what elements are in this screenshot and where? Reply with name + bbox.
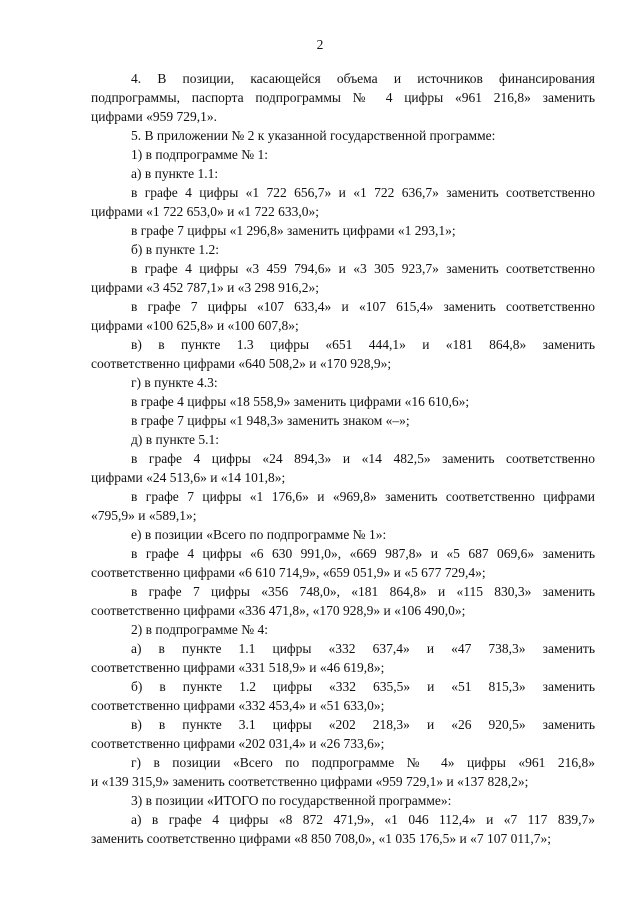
text-line: е) в позиции «Всего по подпрограмме № 1»: — [131, 527, 387, 542]
text-line: заменить соответственно цифрами «8 850 708,0», «1 035 176,5» и «7 107 011,7»; — [91, 831, 551, 846]
text-line: в графе 4 цифры «6 630 991,0», «669 987,8» и «5 687 069,6» заменить — [131, 546, 595, 561]
text-line: а) в графе 4 цифры «8 872 471,9», «1 046 112,4» и «7 117 839,7» — [131, 812, 595, 827]
text-line: а) в пункте 1.1 цифры «332 637,4» и «47 738,3» заменить — [131, 641, 595, 656]
text-line: а) в пункте 1.1: — [131, 166, 219, 181]
text-line: б) в пункте 1.2 цифры «332 635,5» и «51 815,3» заменить — [131, 679, 595, 694]
page-number: 2 — [316, 37, 324, 52]
text-line: 3) в позиции «ИТОГО по государственной программе»: — [131, 793, 452, 808]
text-line: цифрами «3 452 787,1» и «3 298 916,2»; — [91, 280, 320, 295]
text-line: в графе 4 цифры «18 558,9» заменить цифрами «16 610,6»; — [131, 394, 470, 409]
text-line: соответственно цифрами «332 453,4» и «51 633,0»; — [91, 698, 385, 713]
text-line: «795,9» и «589,1»; — [91, 508, 197, 523]
text-line: цифрами «959 729,1». — [91, 109, 217, 124]
text-line: цифрами «100 625,8» и «100 607,8»; — [91, 318, 299, 333]
text-line: соответственно цифрами «336 471,8», «170 928,9» и «106 490,0»; — [91, 603, 466, 618]
text-line: в) в пункте 3.1 цифры «202 218,3» и «26 920,5» заменить — [131, 717, 595, 732]
text-line: д) в пункте 5.1: — [131, 432, 219, 447]
text-line: цифрами «1 722 653,0» и «1 722 633,0»; — [91, 204, 320, 219]
text-line: г) в пункте 4.3: — [131, 375, 218, 390]
text-line: соответственно цифрами «640 508,2» и «170 928,9»; — [91, 356, 392, 371]
text-line: в графе 4 цифры «1 722 656,7» и «1 722 636,7» заменить соответственно — [131, 185, 595, 200]
document-body — [91, 69, 595, 848]
text-line: подпрограммы, паспорта подпрограммы № 4 цифры «961 216,8» заменить — [91, 90, 595, 105]
text-line: 5. В приложении № 2 к указанной государственной программе: — [131, 128, 496, 143]
text-line: в) в пункте 1.3 цифры «651 444,1» и «181 864,8» заменить — [131, 337, 595, 352]
text-line: соответственно цифрами «6 610 714,9», «659 051,9» и «5 677 729,4»; — [91, 565, 486, 580]
text-line: соответственно цифрами «202 031,4» и «26 733,6»; — [91, 736, 385, 751]
text-line: в графе 7 цифры «107 633,4» и «107 615,4» заменить соответственно — [131, 299, 595, 314]
text-line: в графе 7 цифры «1 296,8» заменить цифрами «1 293,1»; — [131, 223, 456, 238]
text-line: цифрами «24 513,6» и «14 101,8»; — [91, 470, 286, 485]
text-line: в графе 4 цифры «3 459 794,6» и «3 305 923,7» заменить соответственно — [131, 261, 595, 276]
text-line: 1) в подпрограмме № 1: — [131, 147, 269, 162]
text-line: и «139 315,9» заменить соответственно цифрами «959 729,1» и «137 828,2»; — [91, 774, 529, 789]
text-line: 2) в подпрограмме № 4: — [131, 622, 269, 637]
text-line: соответственно цифрами «331 518,9» и «46 619,8»; — [91, 660, 385, 675]
text-line: в графе 7 цифры «356 748,0», «181 864,8» и «115 830,3» заменить — [131, 584, 595, 599]
text-line: в графе 7 цифры «1 948,3» заменить знаком «–»; — [131, 413, 410, 428]
text-line: в графе 7 цифры «1 176,6» и «969,8» заменить соответственно цифрами — [131, 489, 595, 504]
text-line: 4. В позиции, касающейся объема и источников финансирования — [131, 71, 595, 86]
text-line: б) в пункте 1.2: — [131, 242, 219, 257]
text-line: г) в позиции «Всего по подпрограмме № 4» цифры «961 216,8» — [131, 755, 595, 770]
text-line: в графе 4 цифры «24 894,3» и «14 482,5» заменить соответственно — [131, 451, 595, 466]
